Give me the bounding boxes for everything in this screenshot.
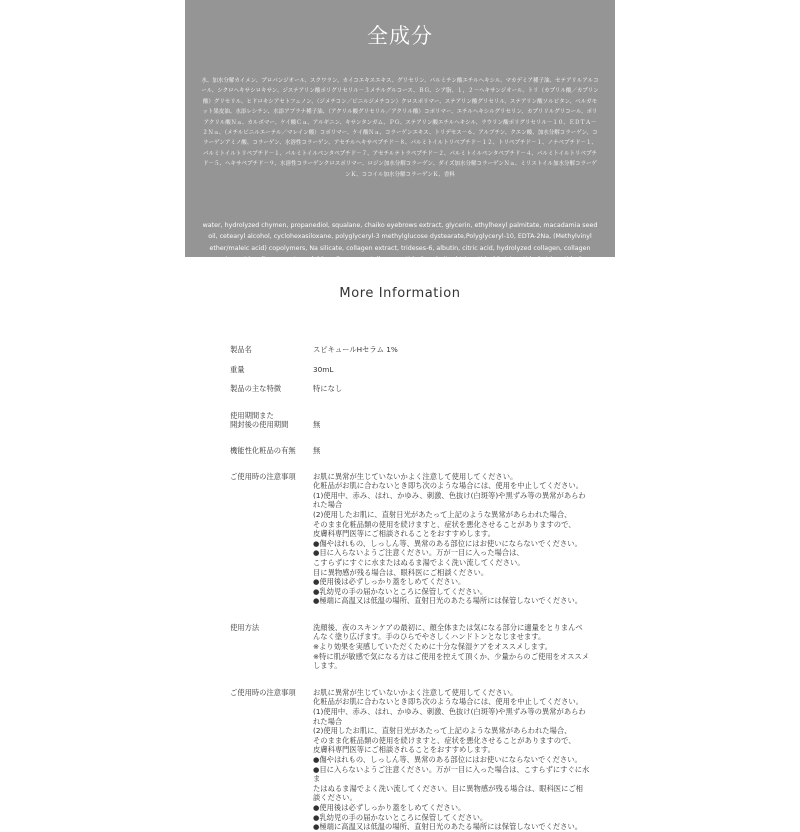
- info-label: 重量: [230, 364, 245, 374]
- info-label: ご使用時の注意事項: [230, 687, 296, 697]
- info-value: 洗顔後、夜のスキンケアの最初に、顔全体または気になる部分に適量をとりまんべ んなく塗り広げます。手のひらでやさしくハンドトンとなじませます。 ※より効果を実感していただくために十分な保湿ケアをオススメします。 ※特に肌が敏感で気になる方はご使用を控えて頂くか、少量からのご使用をオススメします。: [313, 622, 590, 671]
- info-value: 30mL: [313, 364, 334, 374]
- info-row-usage-period: [230, 411, 590, 430]
- info-label: 使用方法: [230, 622, 260, 632]
- info-label: 使用期間また 開封後の使用期間: [230, 410, 289, 430]
- info-value: 無: [313, 420, 321, 430]
- info-row-main-features: [230, 384, 590, 394]
- ingredients-english-text: water, hydrolyzed chymen, propanediol, squalane, chaiko eyebrows extract, glycerin, ethylhexyl palmitate, macadamia seed oil, cetearyl alcohol, cyclohexasiloxane, polyglyceryl-3 methylglucose dystearate,Polyglyceryl-10, EDTA-2Na, (Methylvinyl ether/maleic acid) copolymers, Na silicate, collagen extract, trideses-6, albutin, citric acid, hydrolyzed collagen, collagen amino acid, collagen, water-soluble collagen, acetylhexapeptide-8, palmitoyl tripeptide-12, tripeptide-1, tripeptide-1, nonapeptide-1, palmitoyl-peptide-1, palmito-peptide-1, palmito-peptide-1, palmito-pal peptide-pite-2 and paltol peptide: [202, 222, 598, 275]
- product-info-table: [230, 345, 590, 832]
- info-row-weight: [230, 365, 590, 375]
- info-row-how-to-use: [230, 623, 590, 671]
- info-row-precautions: [230, 472, 590, 606]
- info-row-functional-cosmetic: [230, 446, 590, 456]
- info-row-product-name: [230, 345, 590, 355]
- ingredients-japanese-text: 水、加水分解カイメン、プロパンジオール、スクワラン、カイコエキスエキス、グリセリン、パルミチン酸エチルヘキシル、マカデミア種子油、セテアリルアルコール、シクロヘキサシロキサン、ジステアリン酸ポリグリセリル－３メチルグルコース、ＢＧ、シア脂、１，２－ヘキサンジオール、トリ（カプリル酸／カプリン酸）グリセリル、ヒドロキシアセトフェノン、（ジメチコン／ビニルジメチコン）クロスポリマー、ステアリン酸グリセリル、ステアリン酸ソルビタン、ベルガモット果皮油、水添レシチン、水添アブラナ種子油、（アクリル酸グリセリル／アクリル酸）コポリマー、エチルヘキシルグリセリン、カプリリルグリコール、ポリアクリル酸Ｎａ、カルボマー、ケイ酸Ｃａ、アルギニン、キサンタンガム、ＰＧ、ステアリン酸エチルヘキシル、ラウリン酸ポリグリセリル－１０、ＥＤＴＡ－２Ｎａ、（メチルビニルエーテル／マレイン酸）コポリマー、ケイ酸Ｎａ、コラーゲンエキス、トリデセス－６、アルブチン、クエン酸、加水分解コラーゲン、コラーゲンアミノ酸、コラーゲン、水溶性コラーゲン、アセチルヘキサペプチド－８、パルミトイルトリペプチド－１２、トリペプチド－１、ノナペプチド－１、パルミトイルトリペプチド－１、パルミトイルペンタペプチド－７、アセチルテトラペプチド－２、パルミトイルペンタペプチド－４、パルミトイルトリペプチド－５、ヘキサペプチド－９、水溶性コラーゲンクロスポリマー、ロジン加水分解コラーゲン、ダイズ加水分解コラーゲンＮａ、ミリストイル加水分解コラーゲンＫ、ココイル加水分解コラーゲンＫ、香料: [201, 78, 599, 178]
- info-label: 製品名: [230, 345, 252, 354]
- info-label: 製品の主な特徴: [230, 384, 282, 394]
- more-information-heading: More Information: [339, 286, 461, 301]
- info-label: ご使用時の注意事項: [230, 471, 296, 481]
- info-value: スピキュールHセラム 1%: [313, 345, 398, 354]
- info-value: お肌に異常が生じていないかよく注意して使用してください。 化粧品がお肌に合わないとき即ち次のような場合には、使用を中止してください。 (1)使用中、赤み、はれ、かゆみ、刺激、色抜け(白斑等)や黒ずみ等の異常があらわれた場合 (2)使用したお肌に、直射日光があたって上記のような異常があらわれた場合、 そのまま化粧品類の使用を続けますと、症状を悪化させることがありますので、 皮膚科専門医等にご相談されることをおすすめします。 ●傷やはれもの、しっしん等、異常のある部位にはお使いにならないでください。 ●目に入らないようご注意ください。万が一目に入った場合は、 こすらずにすぐに水またはぬるま湯でよく洗い流してください。 目に異物感が残る場合は、眼科医にご相談ください。 ●使用後は必ずしっかり蓋をしめてください。 ●乳幼児の手の届かないところに保管してください。 ●極端に高温又は低温の場所、直射日光のあたる場所には保管しないでください。: [313, 471, 586, 606]
- info-value: 無: [313, 445, 321, 455]
- info-value: 特になし: [313, 384, 343, 394]
- ingredients-title: 全成分: [367, 24, 433, 48]
- info-row-precautions-2: [230, 688, 590, 832]
- info-label: 機能性化粧品の有無: [230, 445, 296, 455]
- ingredients-panel: [185, 0, 615, 275]
- info-value: お肌に異常が生じていないかよく注意して使用してください。 化粧品がお肌に合わないとき即ち次のような場合には、使用を中止してください。 (1)使用中、赤み、はれ、かゆみ、刺激、色抜け(白斑等)や黒ずみ等の異常があらわれた場合 (2)使用したお肌に、直射日光があたって上記のような異常があらわれた場合、 そのまま化粧品類の使用を続けますと、症状を悪化させることがありますので、 皮膚科専門医等にご相談されることをおすすめします。 ●傷やはれもの、しっしん等、異常のある部位にはお使いにならないでください。 ●目に入らないようご注意ください。万が一目に入った場合は、こすらずにすぐに水ま たはぬるま湯でよく洗い流してください。目に異物感が残る場合は、眼科医にご相談ください。 ●使用後は必ずしっかり蓋をしめてください。 ●乳幼児の手の届かないところに保管してください。 ●極端に高温又は低温の場所、直射日光のあたる場所には保管しないでください。: [313, 687, 590, 832]
